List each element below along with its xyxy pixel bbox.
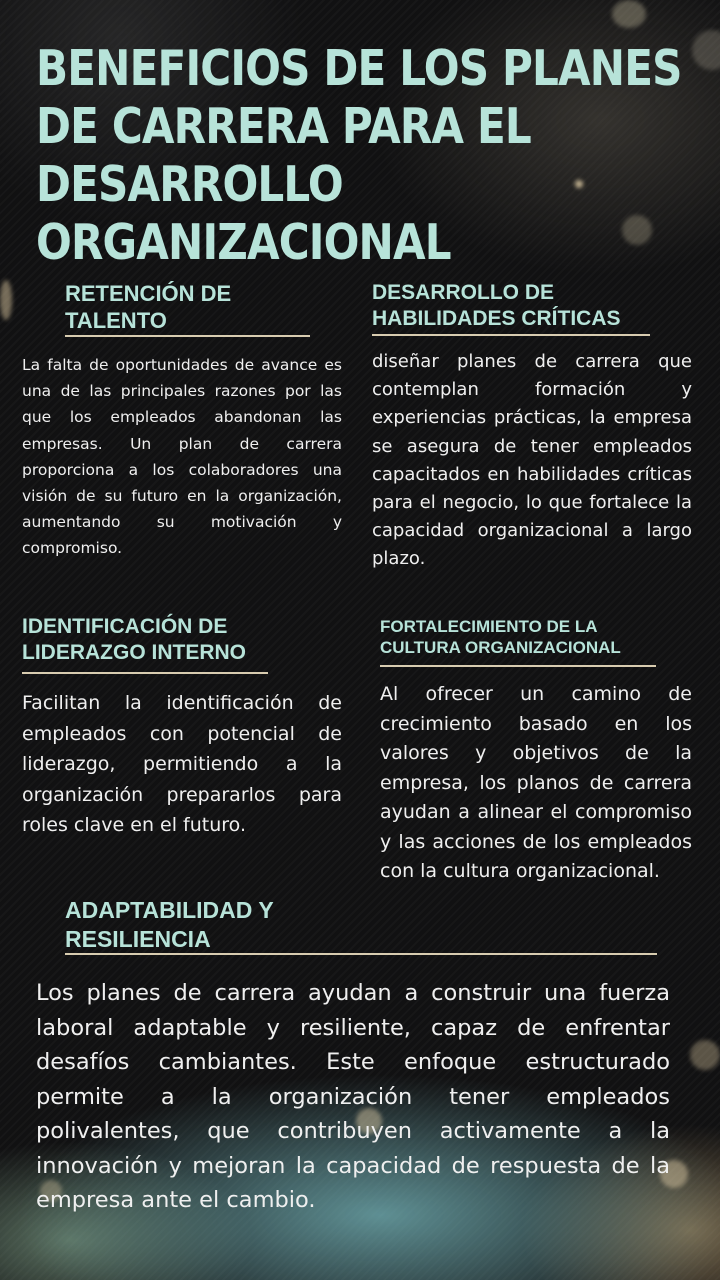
section-divider (65, 953, 657, 955)
section-divider (22, 672, 268, 674)
section-body-liderazgo: Facilitan la identificación de empleados con potencial de liderazgo, permitiendo a la organización prepararlos para roles clave en el futuro. (22, 692, 342, 836)
page-title: BENEFICIOS DE LOS PLANES DE CARRERA PARA EL DESARROLLO ORGANIZACIONAL (36, 40, 682, 271)
section-body-adaptabilidad: Los planes de carrera ayudan a construir una fuerza laboral adaptable y resiliente, capaz de enfrentar desafíos cambiantes. Este enfoque estructurado permite a la organización tener empleados polivalentes, que contribuyen activamente a la innovación y mejoran la capacidad de respuesta de la empresa ante el cambio. (36, 980, 670, 1213)
section-title-adaptabilidad: ADAPTABILIDAD Y RESILIENCIA (65, 897, 274, 952)
bokeh-light (0, 280, 12, 320)
section-title-habilidades: DESARROLLO DE HABILIDADES CRÍTICAS (372, 281, 621, 330)
section-body-cultura: Al ofrecer un camino de crecimiento basado en los valores y objetivos de la empresa, los planos de carrera ayudan a alinear el compromiso y las acciones de los empleados con la cultura organizacional. (380, 683, 692, 882)
bokeh-light (690, 1040, 720, 1070)
section-body-habilidades: diseñar planes de carrera que contemplan formación y experiencias prácticas, la empresa se asegura de tener empleados capacitados en habilidades críticas para el negocio, lo que fortalece la capacidad organizacional a largo plazo. (372, 351, 692, 570)
section-divider (380, 665, 656, 667)
section-title-retencion: RETENCIÓN DE TALENTO (65, 281, 232, 333)
section-divider (372, 334, 650, 336)
bokeh-light (612, 0, 646, 28)
section-title-cultura: FORTALECIMIENTO DE LA CULTURA ORGANIZACIONAL (380, 617, 621, 657)
section-body-retencion: La falta de oportunidades de avance es una de las principales razones por las que los empleados abandonan las empresas. Un plan de carrera proporciona a los colaboradores una visión de su futuro en la organización, aumentando su motivación y compromiso. (22, 356, 342, 558)
section-title-liderazgo: IDENTIFICACIÓN DE LIDERAZGO INTERNO (22, 615, 246, 664)
section-divider (65, 335, 310, 337)
